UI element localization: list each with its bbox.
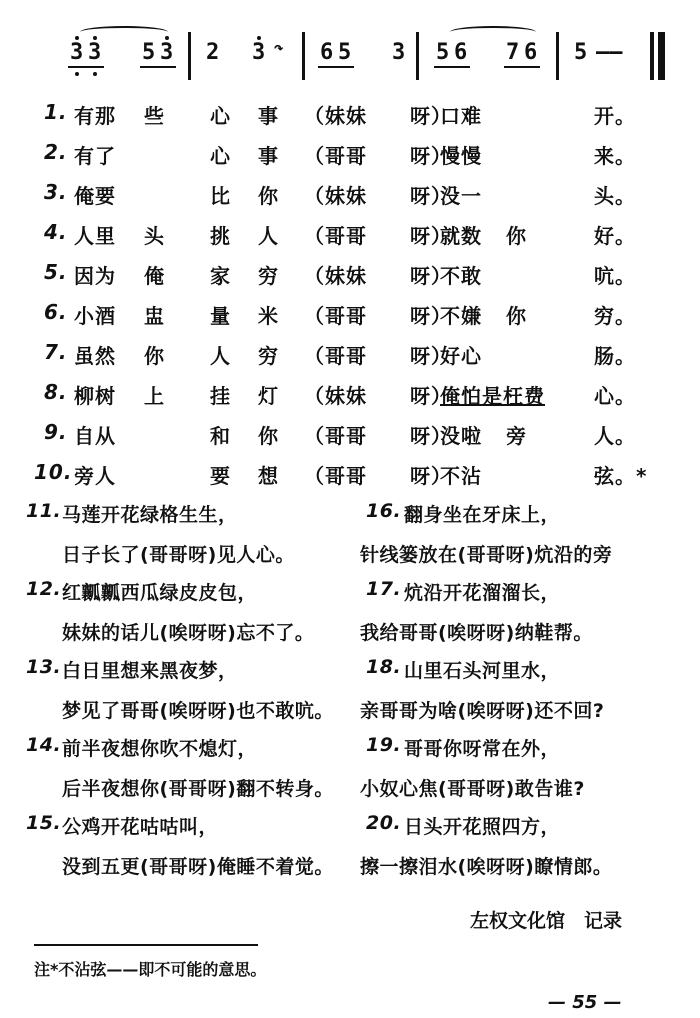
verse-word: 来。 — [594, 144, 636, 168]
verse-word: （妹妹 — [304, 184, 367, 208]
verse-word: 你 — [506, 304, 527, 328]
verse-word: 量 — [210, 304, 231, 328]
verse-number: 9. — [44, 420, 68, 444]
stanza-line-1: 红瓤瓤西瓜绿皮皮包， — [62, 582, 258, 604]
notation-note: 3 — [70, 40, 84, 65]
verse-word: 你 — [258, 184, 279, 208]
verse-word: 些 — [144, 104, 165, 128]
stanza-line-1: 炕沿开花溜溜长， — [404, 582, 561, 604]
verse-word: 想 — [258, 464, 279, 488]
verse-row — [34, 260, 674, 294]
verse-word: 不沾 — [440, 464, 482, 488]
verse-word: （哥哥 — [304, 424, 367, 448]
stanza-line-2: 没到五更(哥哥呀)俺睡不着觉。 — [62, 856, 334, 878]
verse-word: 呀） — [410, 304, 452, 328]
stanza-number: 15. — [26, 812, 62, 834]
octave-dot — [75, 72, 79, 76]
notation-note: 6 — [454, 40, 468, 65]
stanza-number: 17. — [366, 578, 402, 600]
verse-number: 10. — [34, 460, 73, 484]
verse-row — [34, 220, 674, 254]
stanza-line-1: 马莲开花绿格生生， — [62, 504, 238, 526]
bar-line — [416, 32, 419, 80]
stanza-line-1: 日头开花照四方， — [404, 816, 561, 838]
verse-number: 4. — [44, 220, 68, 244]
verse-word: 呀） — [410, 104, 452, 128]
bar-line — [302, 32, 305, 80]
footnote: 注*不沾弦——即不可能的意思。 — [34, 960, 267, 979]
stanza-line-1: 山里石头河里水， — [404, 660, 561, 682]
verse-row — [34, 380, 674, 414]
notation-note: 7 — [506, 40, 520, 65]
verse-word: 穷 — [258, 344, 279, 368]
verse-number: 2. — [44, 140, 68, 164]
stanza-line-2: 小奴心焦(哥哥呀)敢告谁? — [360, 778, 585, 800]
beam-underline — [318, 66, 354, 68]
verse-word: 俺怕是枉费 — [440, 384, 545, 408]
verse-word: 挂 — [210, 384, 231, 408]
stanza-number: 11. — [26, 500, 62, 522]
verse-word: 有了 — [74, 144, 116, 168]
tie-arc — [450, 26, 536, 38]
verse-word: 你 — [506, 224, 527, 248]
notation-note: 3 — [160, 40, 174, 65]
stanza-number: 14. — [26, 734, 62, 756]
octave-dot — [93, 72, 97, 76]
verse-row — [34, 340, 674, 374]
verse-word: 弦。* — [594, 464, 648, 488]
verse-number: 3. — [44, 180, 68, 204]
verse-word: 肠。 — [594, 344, 636, 368]
verse-word: （哥哥 — [304, 144, 367, 168]
verse-word: 你 — [144, 344, 165, 368]
verse-word: （妹妹 — [304, 384, 367, 408]
verse-row — [34, 420, 674, 454]
verse-word: 呀） — [410, 384, 452, 408]
verse-word: 因为 — [74, 264, 116, 288]
verse-word: 柳树 — [74, 384, 116, 408]
verse-row — [34, 180, 674, 214]
notation-note: 5 — [574, 40, 588, 65]
beam-underline — [140, 66, 176, 68]
verse-word: 人 — [258, 224, 279, 248]
verse-row — [34, 300, 674, 334]
page-number: — 55 — — [548, 992, 622, 1013]
verse-word: 好。 — [594, 224, 636, 248]
stanza-number: 12. — [26, 578, 62, 600]
verse-word: 呀） — [410, 424, 452, 448]
tie-arc — [80, 26, 168, 38]
verse-word: 比 — [210, 184, 231, 208]
notation-note: 5 — [142, 40, 156, 65]
stanza-line-1: 翻身坐在牙床上， — [404, 504, 561, 526]
stanza-number: 19. — [366, 734, 402, 756]
verse-word: 你 — [258, 424, 279, 448]
stanza-line-1: 公鸡开花咕咕叫， — [62, 816, 219, 838]
notation-note: 2 — [206, 40, 220, 65]
verse-word: （哥哥 — [304, 224, 367, 248]
stanza-number: 16. — [366, 500, 402, 522]
stanza-number: 20. — [366, 812, 402, 834]
stanza-line-2: 梦见了哥哥(唉呀呀)也不敢吭。 — [62, 700, 334, 722]
notation-note: 6 — [524, 40, 538, 65]
beam-underline — [434, 66, 470, 68]
verse-word: 事 — [258, 144, 279, 168]
slide-mark-icon: ↷ — [274, 38, 284, 57]
verse-word: 就数 — [440, 224, 482, 248]
verse-word: 慢慢 — [440, 144, 482, 168]
notation-note: 5 — [338, 40, 352, 65]
notation-note: —— — [596, 40, 623, 65]
beam-underline — [504, 66, 540, 68]
verse-number: 1. — [44, 100, 68, 124]
verse-word: 呀） — [410, 144, 452, 168]
verse-word: 呀） — [410, 464, 452, 488]
notation-note: 6 — [320, 40, 334, 65]
stanza-number: 18. — [366, 656, 402, 678]
octave-dot — [257, 36, 261, 40]
music-notation — [52, 18, 672, 82]
verse-word: 穷 — [258, 264, 279, 288]
verse-row — [34, 460, 674, 494]
notation-note: 3 — [252, 40, 266, 65]
verse-word: 人。 — [594, 424, 636, 448]
verse-word: 人里 — [74, 224, 116, 248]
verse-word: 自从 — [74, 424, 116, 448]
verse-word: 呀） — [410, 344, 452, 368]
stanza-line-2: 我给哥哥(唉呀呀)纳鞋帮。 — [360, 622, 593, 644]
bar-line — [556, 32, 559, 80]
verse-number: 6. — [44, 300, 68, 324]
verse-word: 穷。 — [594, 304, 636, 328]
verse-word: 上 — [144, 384, 165, 408]
stanza-line-1: 白日里想来黑夜梦， — [62, 660, 238, 682]
verse-word: 心。 — [594, 384, 636, 408]
verse-word: 俺要 — [74, 184, 116, 208]
beam-underline — [68, 66, 104, 68]
verse-word: 没一 — [440, 184, 482, 208]
verse-word: （哥哥 — [304, 464, 367, 488]
verse-word: 家 — [210, 264, 231, 288]
verse-word: 口难 — [440, 104, 482, 128]
notation-note: 3 — [392, 40, 406, 65]
verse-number: 8. — [44, 380, 68, 404]
final-bar-line — [650, 32, 654, 80]
notation-note: 3 — [88, 40, 102, 65]
credit-line: 左权文化馆 记录 — [470, 910, 623, 932]
verse-word: 要 — [210, 464, 231, 488]
stanza-line-2: 后半夜想你(哥哥呀)翻不转身。 — [62, 778, 334, 800]
verse-word: 呀） — [410, 224, 452, 248]
verse-word: 旁人 — [74, 464, 116, 488]
verse-row — [34, 140, 674, 174]
verse-word: 挑 — [210, 224, 231, 248]
stanza-line-2: 亲哥哥为啥(唉呀呀)还不回? — [360, 700, 605, 722]
stanza-line-1: 哥哥你呀常在外， — [404, 738, 561, 760]
verse-word: 和 — [210, 424, 231, 448]
verse-number: 7. — [44, 340, 68, 364]
verse-word: 心 — [210, 144, 231, 168]
verse-word: 有那 — [74, 104, 116, 128]
verse-word: 事 — [258, 104, 279, 128]
stanza-line-2: 日子长了(哥哥呀)见人心。 — [62, 544, 295, 566]
verse-word: 呀） — [410, 264, 452, 288]
verse-word: 盅 — [144, 304, 165, 328]
verse-word: 旁 — [506, 424, 527, 448]
notation-note: 5 — [436, 40, 450, 65]
verse-word: 灯 — [258, 384, 279, 408]
verse-word: 好心 — [440, 344, 482, 368]
stanza-number: 13. — [26, 656, 62, 678]
stanza-line-2: 擦一擦泪水(唉呀呀)瞭情郎。 — [360, 856, 613, 878]
verse-word: （哥哥 — [304, 344, 367, 368]
verse-word: 没啦 — [440, 424, 482, 448]
final-bar-line-thick — [658, 32, 665, 80]
bar-line — [188, 32, 191, 80]
verse-number: 5. — [44, 260, 68, 284]
verse-word: 吭。 — [594, 264, 636, 288]
verse-row — [34, 100, 674, 134]
verse-word: 心 — [210, 104, 231, 128]
verse-word: 开。 — [594, 104, 636, 128]
verse-word: 头 — [144, 224, 165, 248]
verse-word: 米 — [258, 304, 279, 328]
stanza-line-2: 针线篓放在(哥哥呀)炕沿的旁 — [360, 544, 613, 566]
verse-word: 虽然 — [74, 344, 116, 368]
verse-word: 呀） — [410, 184, 452, 208]
verse-word: 头。 — [594, 184, 636, 208]
verse-word: （妹妹 — [304, 104, 367, 128]
verse-word: 人 — [210, 344, 231, 368]
stanza-line-1: 前半夜想你吹不熄灯， — [62, 738, 258, 760]
verse-word: （妹妹 — [304, 264, 367, 288]
octave-dot — [75, 36, 79, 40]
verse-word: 小酒 — [74, 304, 116, 328]
verse-word: （哥哥 — [304, 304, 367, 328]
verse-word: 不敢 — [440, 264, 482, 288]
verse-word: 不嫌 — [440, 304, 482, 328]
footnote-divider — [34, 944, 258, 946]
stanza-line-2: 妹妹的话儿(唉呀呀)忘不了。 — [62, 622, 315, 644]
verse-word: 俺 — [144, 264, 165, 288]
